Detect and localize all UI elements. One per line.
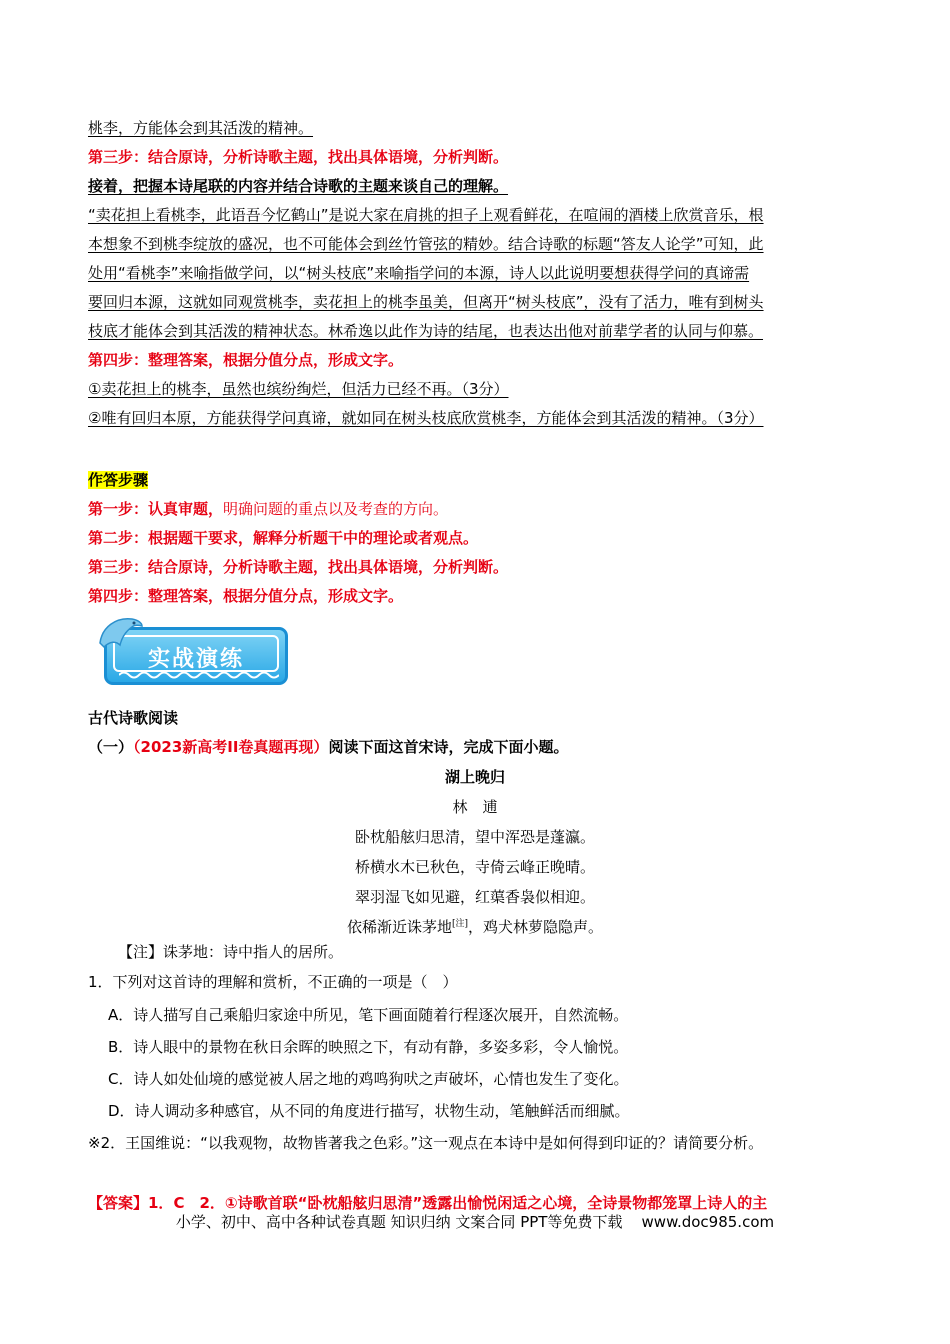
steps-heading	[88, 470, 148, 490]
step-heading: 第四步：整理答案，根据分值分点，形成文字。	[88, 351, 404, 369]
footer	[0, 1211, 950, 1232]
question-2: ※2．王国维说：“以我观物，故物皆著我之色彩。”这一观点在本诗中是如何得到印证的？请简要分析。	[88, 1134, 764, 1152]
poem-line-part: 依稀渐近诛茅地	[346, 918, 452, 936]
wave-icon	[119, 670, 279, 680]
step-1-text: 明确问题的重点以及考查的方向。	[223, 500, 449, 518]
poem-author: 林 逋	[452, 798, 498, 816]
poem-line: 翠羽湿飞如见避，红蕖香袅似相迎。	[354, 888, 595, 906]
analysis-line: 枝底才能体会到其活泼的精神状态。林希逸以此作为诗的结尾，也表达出他对前辈学者的认同与仰慕。	[88, 322, 764, 340]
dolphin-icon	[96, 613, 144, 651]
step-3: 第三步：结合原诗，分析诗歌主题，找出具体语境，分析判断。	[88, 558, 509, 576]
analysis-line: 要回归本源，这就如同观赏桃李，卖花担上的桃李虽美，但离开“树头枝底”，没有了活力，唯有到树头	[88, 293, 764, 311]
answer-point: ②唯有回归本原，方能获得学问真谛，就如同在树头枝底欣赏桃李，方能体会到其活泼的精神。（3分）	[88, 409, 764, 427]
poem-title: 湖上晚归	[444, 768, 505, 786]
section-title: 古代诗歌阅读	[88, 709, 179, 727]
question-prefix: （一）	[88, 738, 134, 756]
answer-line: 【答案】1．C 2．①诗歌首联“卧枕船舷归思清”透露出愉悦闲适之心境，全诗景物都笼罩上诗人的主	[88, 1194, 768, 1212]
option-b: B．诗人眼中的景物在秋日余晖的映照之下，有动有静，多姿多彩，令人愉悦。	[108, 1038, 629, 1056]
poem-line	[0, 914, 950, 937]
step-1	[88, 499, 448, 519]
option-c: C．诗人如处仙境的感觉被人居之地的鸡鸣狗吠之声破坏，心情也发生了变化。	[108, 1070, 629, 1088]
analysis-intro: 接着，把握本诗尾联的内容并结合诗歌的主题来谈自己的理解。	[88, 177, 509, 195]
question-source: （2023新高考II卷真题再现）	[133, 738, 329, 756]
analysis-line: 本想象不到桃李绽放的盛况，也不可能体会到丝竹管弦的精妙。结合诗歌的标题“答友人论学”可知，此	[88, 235, 764, 253]
step-2: 第二步：根据题干要求，解释分析题干中的理论或者观点。	[88, 529, 479, 547]
steps-heading-label: 作答步骤	[88, 471, 149, 489]
step-4: 第四步：整理答案，根据分值分点，形成文字。	[88, 587, 404, 605]
footer-link[interactable]: www.doc985.com	[641, 1213, 775, 1231]
question-1: 1．下列对这首诗的理解和赏析，不正确的一项是（ ）	[88, 973, 458, 991]
answer-text-line: 桃李，方能体会到其活泼的精神。	[88, 119, 314, 137]
analysis-line: 处用“看桃李”来喻指做学问，以“树头枝底”来喻指学问的本源，诗人以此说明要想获得学问的真谛需	[88, 264, 750, 282]
note-marker: [注]	[451, 919, 469, 929]
answer-point: ①卖花担上的桃李，虽然也缤纷绚烂，但活力已经不再。（3分）	[88, 380, 509, 398]
poem-line-part: ，鸡犬林萝隐隐声。	[468, 918, 604, 936]
step-heading: 第三步：结合原诗，分析诗歌主题，找出具体语境，分析判断。	[88, 148, 509, 166]
footer-text: 小学、初中、高中各种试卷真题 知识归纳 文案合同 PPT等免费下载	[175, 1213, 623, 1231]
practice-badge	[96, 613, 292, 691]
analysis-line: “卖花担上看桃李，此语吾今忆鹤山”是说大家在肩挑的担子上观看鲜花，在喧闹的酒楼上欣赏音乐，根	[88, 206, 764, 224]
question-intro	[88, 737, 568, 757]
step-1-label: 第一步：认真审题，	[88, 500, 224, 518]
poem-line: 桥横水木已秋色，寺倚云峰正晚晴。	[354, 858, 595, 876]
option-a: A．诗人描写自己乘船归家途中所见，笔下画面随着行程逐次展开，自然流畅。	[108, 1006, 629, 1024]
poem-line: 卧枕船舷归思清，望中浑恐是蓬瀛。	[354, 828, 595, 846]
poem-note: 【注】诛茅地：诗中指人的居所。	[118, 943, 344, 961]
option-d: D．诗人调动多种感官，从不同的角度进行描写，状物生动，笔触鲜活而细腻。	[108, 1102, 630, 1120]
question-instruction: 阅读下面这首宋诗，完成下面小题。	[328, 738, 569, 756]
badge-label: 实战演练	[147, 647, 244, 672]
